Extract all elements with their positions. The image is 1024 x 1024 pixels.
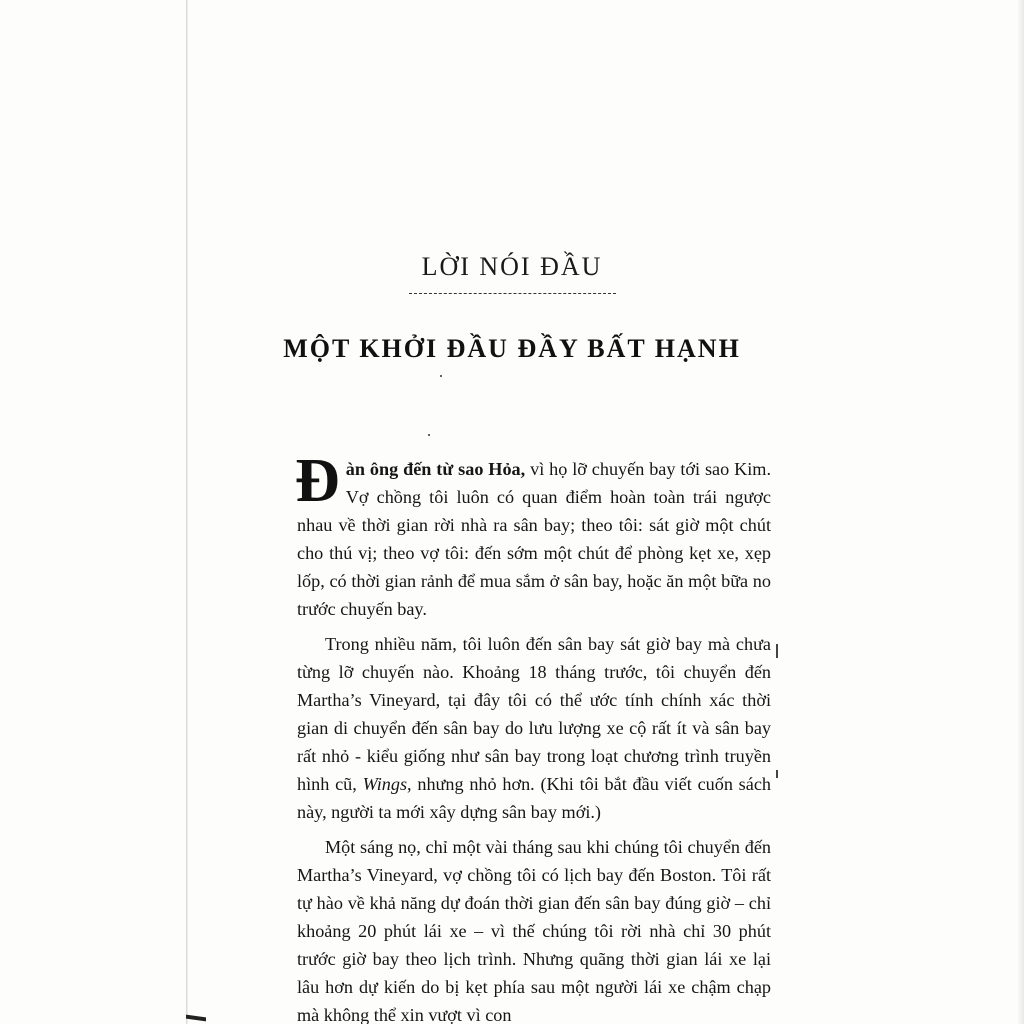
dotted-divider — [409, 293, 616, 294]
page-edge-shadow — [1016, 0, 1024, 1024]
print-speck — [428, 434, 430, 436]
chapter-label: LỜI NÓI ĐẦU — [421, 252, 603, 281]
paragraph-1-text: vì họ lỡ chuyến bay tới sao Kim. Vợ chồng tôi luôn có quan điểm hoàn toàn trái ngược nhau về thời gian rời nhà ra sân bay; theo tôi: sát giờ một chút cho thú vị; theo vợ tôi: đến sớm một chút để phòng kẹt xe, xẹp lốp, có thời gian rảnh để mua sắm ở sân bay, hoặc ăn một bữa no trước chuyến bay. — [297, 459, 772, 619]
paragraph-3-text: Một sáng nọ, chỉ một vài tháng sau khi chúng tôi chuyển đến Martha’s Vineyard, vợ chồng tôi có lịch bay đến Boston. Tôi rất tự hào về khả năng dự đoán thời gian đến sân bay đúng giờ – chỉ khoảng 20 phút lái xe – vì thế chúng tôi rời nhà chỉ 30 phút trước giờ bay theo lịch trình. Nhưng quãng thời gian lái xe lại lâu hơn dự kiến do bị kẹt phía sau một người lái xe chậm chạp mà không thể xin vượt vì con — [297, 837, 771, 1024]
page-corner-mark — [186, 1015, 206, 1022]
paragraph-1 — [295, 447, 772, 623]
page-gutter — [186, 0, 188, 1024]
chapter-title: MỘT KHỞI ĐẦU ĐẦY BẤT HẠNH — [283, 334, 741, 363]
drop-cap: Đ — [295, 447, 340, 515]
show-title-italic: Wings — [362, 774, 408, 794]
margin-mark — [776, 644, 778, 658]
paragraph-2 — [297, 630, 771, 826]
body-text — [295, 447, 772, 1024]
margin-mark — [776, 770, 778, 778]
paragraph-3 — [297, 833, 771, 1024]
paragraph-2-text-end: , nhưng nhỏ hơn. (Khi tôi bắt đầu viết cuốn sách này, người ta mới xây dựng sân bay mới.) — [297, 774, 771, 822]
lead-in-bold: àn ông đến từ sao Hỏa, — [345, 459, 526, 479]
print-speck — [440, 375, 442, 377]
paragraph-2-text: Trong nhiều năm, tôi luôn đến sân bay sát giờ bay mà chưa từng lỡ chuyến nào. Khoảng 18 tháng trước, tôi chuyển đến Martha’s Vineyard, tại đây tôi có thể ước tính chính xác thời gian di chuyển đến sân bay do lưu lượng xe cộ rất ít và sân bay rất nhỏ - kiểu giống như sân bay trong loạt chương trình truyền hình cũ, — [297, 634, 771, 794]
